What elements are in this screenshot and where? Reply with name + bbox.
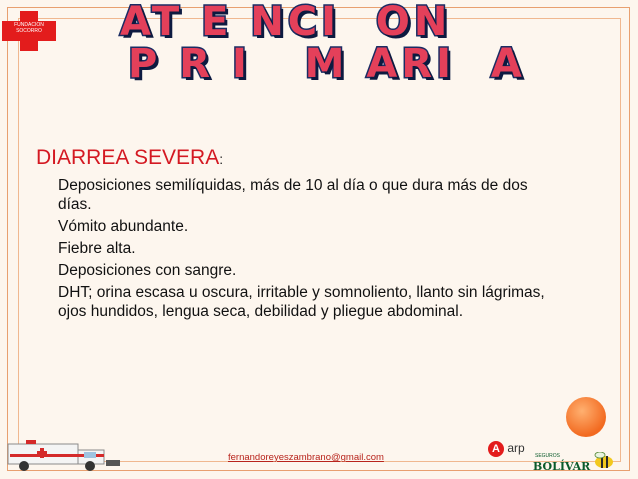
bee-icon xyxy=(592,452,616,470)
section-heading xyxy=(36,146,223,170)
list-item xyxy=(38,239,558,258)
list-item xyxy=(38,176,558,214)
list-item-text: DHT; orina escasa u oscura, irritable y somnoliento, llanto sin lágrimas, ojos hundidos, lengua seca, debilidad y pliegue abdominal. xyxy=(58,284,545,320)
ambulance-icon xyxy=(6,440,124,472)
list-item-text: Fiebre alta. xyxy=(58,240,136,257)
list-item xyxy=(38,283,558,321)
list-item xyxy=(38,217,558,236)
arp-label: arp xyxy=(507,441,525,456)
email-link[interactable]: fernandoreyeszambrano@gmail.com xyxy=(228,452,384,463)
title-line-2: P R I M ARI A xyxy=(128,41,526,87)
list-item-text: Deposiciones con sangre. xyxy=(58,262,237,279)
list-item-text: Vómito abundante. xyxy=(58,218,189,235)
list-item xyxy=(38,261,558,280)
bolivar-label: BOLÍVAR xyxy=(533,460,591,473)
logo-text: FUNDACION SOCORRO xyxy=(14,22,44,34)
orange-circle-decoration xyxy=(566,397,606,437)
heading-colon: : xyxy=(219,151,224,167)
arp-letter: A xyxy=(488,441,504,457)
red-cross-logo xyxy=(2,11,56,51)
list-item-text: Deposiciones semilíquidas, más de 10 al día o que dura más de dos días. xyxy=(58,177,528,213)
title-line-1: AT E NCI ON xyxy=(120,0,452,45)
heading-text: DIARREA SEVERA xyxy=(36,146,220,169)
seguros-label: SEGUROS xyxy=(535,453,561,459)
symptom-list xyxy=(38,176,558,324)
arp-logo xyxy=(488,441,525,457)
